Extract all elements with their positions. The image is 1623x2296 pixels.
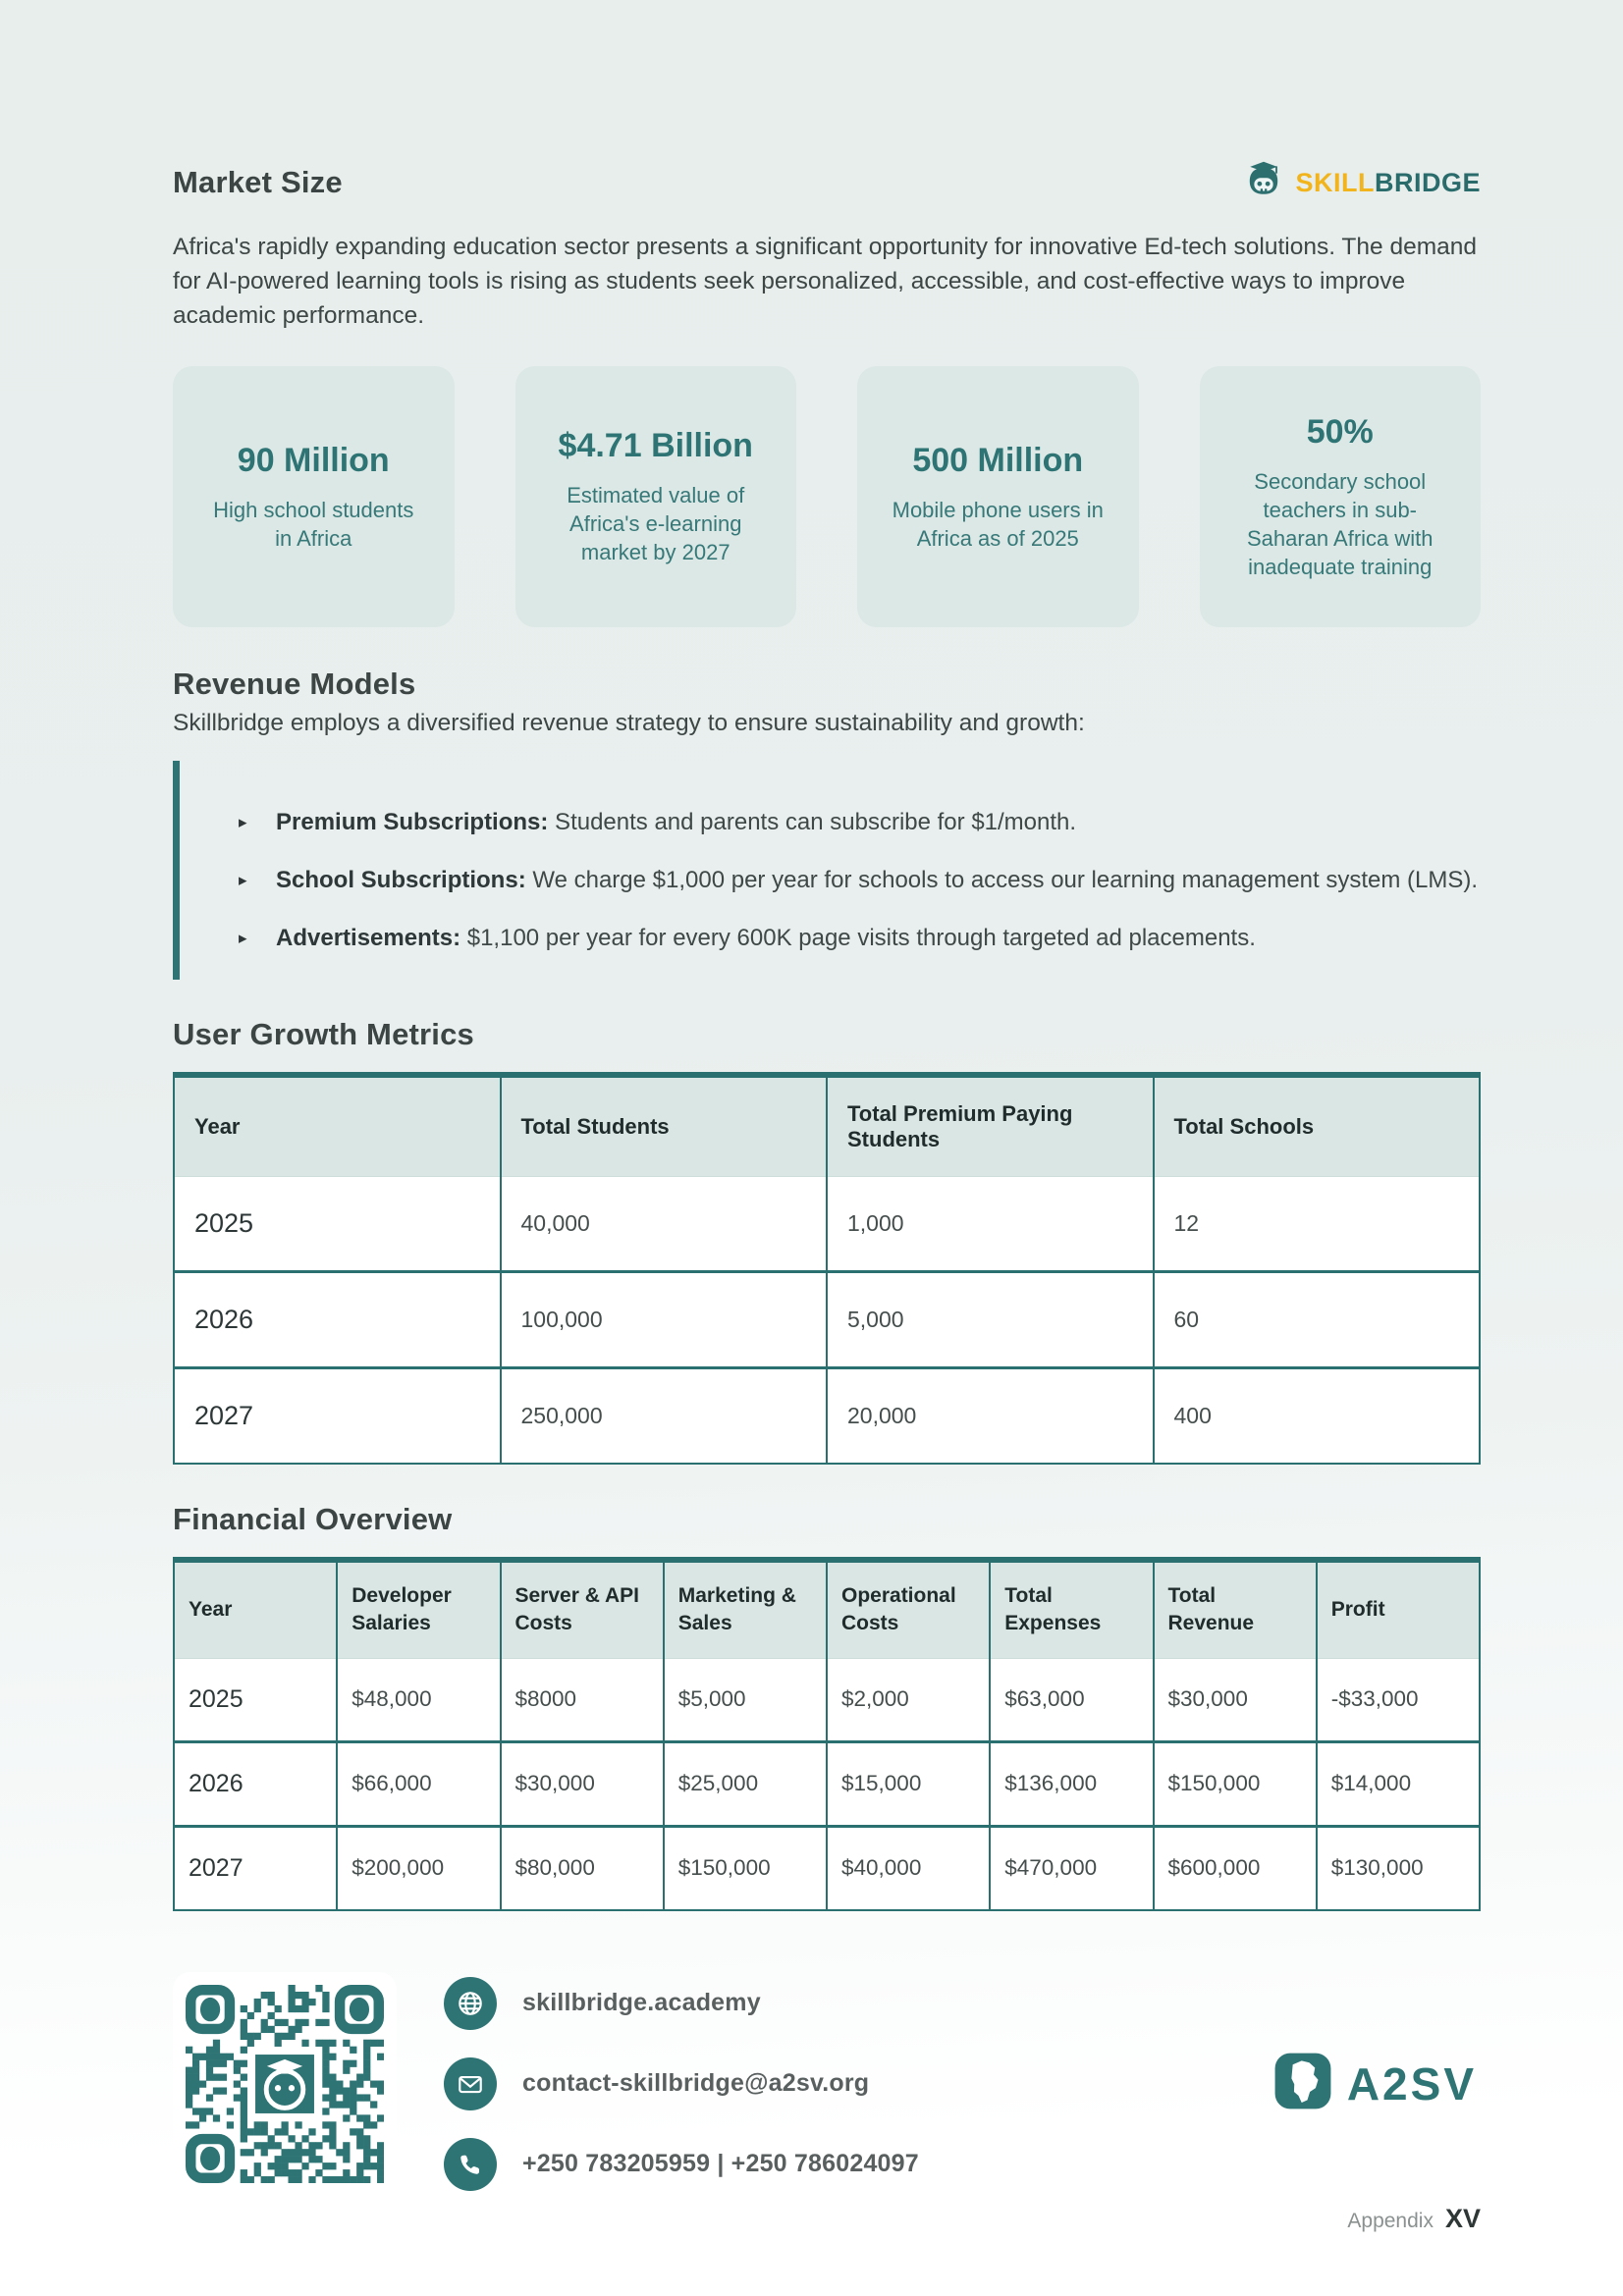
financial-overview-title: Financial Overview — [173, 1502, 453, 1537]
value-cell: 5,000 — [827, 1272, 1154, 1368]
value-cell: $30,000 — [1154, 1658, 1317, 1741]
website-text: skillbridge.academy — [522, 1989, 761, 2017]
value-cell: 40,000 — [501, 1177, 828, 1272]
column-header: Total Expenses — [990, 1560, 1153, 1658]
table-row — [174, 1272, 1480, 1368]
list-item: ▸ Advertisements: $1,100 per year for every 600K page visits through targeted ad placements. — [239, 922, 1481, 955]
user-growth-title: User Growth Metrics — [173, 1017, 474, 1052]
value-cell: $25,000 — [664, 1741, 827, 1826]
value-cell: 1,000 — [827, 1177, 1154, 1272]
stat-label: Mobile phone users in Africa as of 2025 — [892, 497, 1104, 551]
value-cell: $470,000 — [990, 1826, 1153, 1910]
table-row — [174, 1658, 1480, 1741]
value-cell: $66,000 — [337, 1741, 500, 1826]
globe-icon — [444, 1977, 497, 2030]
column-header: Profit — [1317, 1560, 1480, 1658]
qr-code — [173, 1972, 397, 2196]
revenue-models-list — [173, 761, 1481, 980]
appendix-page-number: XV — [1444, 2203, 1481, 2233]
a2sv-africa-icon — [1272, 2051, 1333, 2116]
value-cell: $136,000 — [990, 1741, 1153, 1826]
column-header: Year — [174, 1075, 501, 1177]
value-cell: $150,000 — [664, 1826, 827, 1910]
stat-card-students — [173, 366, 455, 627]
page-header — [173, 165, 1481, 207]
email-icon — [444, 2057, 497, 2110]
stat-card-mobile-users — [857, 366, 1139, 627]
year-cell: 2025 — [174, 1658, 337, 1741]
value-cell: $5,000 — [664, 1658, 827, 1741]
value-cell: $130,000 — [1317, 1826, 1480, 1910]
stat-label: Estimated value of Africa's e-learning market by 2027 — [567, 483, 745, 565]
table-row — [174, 1741, 1480, 1826]
value-cell: 400 — [1154, 1368, 1481, 1465]
user-growth-table — [173, 1072, 1481, 1465]
value-cell: 20,000 — [827, 1368, 1154, 1465]
value-cell: 100,000 — [501, 1272, 828, 1368]
skillbridge-wordmark: SKILLBRIDGE — [1295, 168, 1481, 197]
table-row — [174, 1177, 1480, 1272]
phone-text: +250 783205959 | +250 786024097 — [522, 2150, 919, 2178]
website-row — [444, 1977, 919, 2030]
value-cell: -$33,000 — [1317, 1658, 1480, 1741]
value-cell: $150,000 — [1154, 1741, 1317, 1826]
stat-value: 90 Million — [237, 441, 390, 479]
column-header: Operational Costs — [827, 1560, 990, 1658]
revenue-models-title: Revenue Models — [173, 667, 416, 702]
stat-card-teachers — [1200, 366, 1482, 627]
column-header: Total Students — [501, 1075, 828, 1177]
contact-list — [444, 1977, 919, 2191]
value-cell: $14,000 — [1317, 1741, 1480, 1826]
column-header: Server & API Costs — [501, 1560, 664, 1658]
page-title: Market Size — [173, 165, 343, 199]
market-stat-cards — [173, 366, 1481, 627]
list-item: ▸ School Subscriptions: We charge $1,000 per year for schools to access our learning management system (LMS). — [239, 864, 1481, 897]
value-cell: $48,000 — [337, 1658, 500, 1741]
contact-footer — [173, 1972, 1481, 2196]
page-footer — [173, 2204, 1481, 2234]
column-header: Total Premium Paying Students — [827, 1075, 1154, 1177]
value-cell: $80,000 — [501, 1826, 664, 1910]
email-text: contact-skillbridge@a2sv.org — [522, 2069, 870, 2098]
stat-value: 50% — [1306, 412, 1374, 451]
column-header: Year — [174, 1560, 337, 1658]
stat-card-market-value — [515, 366, 797, 627]
stat-value: 500 Million — [912, 441, 1084, 479]
list-item: ▸ Premium Subscriptions: Students and parents can subscribe for $1/month. — [239, 806, 1481, 839]
a2sv-logo — [1272, 2051, 1481, 2116]
skillbridge-mascot-icon — [1242, 159, 1285, 207]
table-row — [174, 1826, 1480, 1910]
phone-row — [444, 2138, 919, 2191]
value-cell: $30,000 — [501, 1741, 664, 1826]
stat-value: $4.71 Billion — [558, 427, 753, 465]
revenue-models-intro: Skillbridge employs a diversified revenue strategy to ensure sustainability and growth: — [173, 710, 1085, 737]
value-cell: 12 — [1154, 1177, 1481, 1272]
skillbridge-logo — [1242, 159, 1481, 207]
email-row — [444, 2057, 919, 2110]
year-cell: 2026 — [174, 1741, 337, 1826]
value-cell: $8000 — [501, 1658, 664, 1741]
stat-label: High school students in Africa — [213, 497, 414, 551]
value-cell: $63,000 — [990, 1658, 1153, 1741]
stat-label: Secondary school teachers in sub-Saharan Africa with inadequate training — [1246, 468, 1434, 579]
phone-icon — [444, 2138, 497, 2191]
column-header: Total Schools — [1154, 1075, 1481, 1177]
year-cell: 2027 — [174, 1368, 501, 1465]
value-cell: $2,000 — [827, 1658, 990, 1741]
value-cell: 250,000 — [501, 1368, 828, 1465]
year-cell: 2026 — [174, 1272, 501, 1368]
market-size-intro: Africa's rapidly expanding education sector presents a significant opportunity for innovative Ed-tech solutions. The demand for AI-powered learning tools is rising as students seek personalized, accessible, and cost-effective ways to improve academic performance. — [173, 234, 1477, 329]
column-header: Total Revenue — [1154, 1560, 1317, 1658]
value-cell: $200,000 — [337, 1826, 500, 1910]
a2sv-wordmark: A2SV — [1346, 2057, 1477, 2109]
value-cell: 60 — [1154, 1272, 1481, 1368]
table-row — [174, 1368, 1480, 1465]
column-header: Marketing & Sales — [664, 1560, 827, 1658]
value-cell: $600,000 — [1154, 1826, 1317, 1910]
financial-overview-table — [173, 1557, 1481, 1911]
value-cell: $40,000 — [827, 1826, 990, 1910]
column-header: Developer Salaries — [337, 1560, 500, 1658]
year-cell: 2025 — [174, 1177, 501, 1272]
year-cell: 2027 — [174, 1826, 337, 1910]
appendix-label: Appendix — [1347, 2209, 1434, 2232]
value-cell: $15,000 — [827, 1741, 990, 1826]
